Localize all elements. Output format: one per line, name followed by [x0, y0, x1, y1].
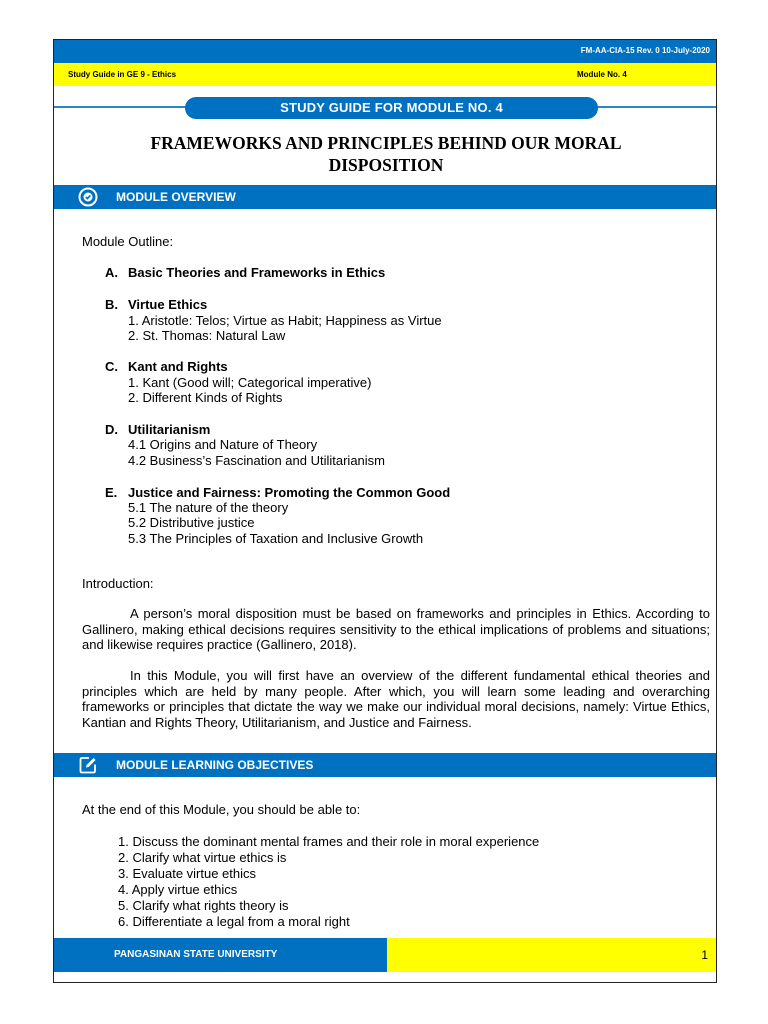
- outline-sub-e1: 5.1 The nature of the theory: [128, 500, 289, 515]
- module-title-line-1: FRAMEWORKS AND PRINCIPLES BEHIND OUR MORAL: [150, 133, 622, 153]
- learning-objectives-title: MODULE LEARNING OBJECTIVES: [116, 758, 314, 772]
- edit-icon: [78, 755, 98, 775]
- introduction-paragraph-2: In this Module, you will first have an overview of the different fundamental ethical theories and principles which are held by many people. After which, you will learn some leading and overarching frameworks or principles that dictate the way we make our individual moral decisions, namely: Virtue Ethics, Kantian and Rights Theory, Utilitarianism, and Justice and Fairness.: [82, 668, 710, 730]
- study-guide-title: STUDY GUIDE FOR MODULE NO. 4: [185, 97, 598, 119]
- module-title: [94, 132, 678, 176]
- objective-item: 6. Differentiate a legal from a moral right: [118, 914, 350, 929]
- outline-sub-d1: 4.1 Origins and Nature of Theory: [128, 437, 318, 452]
- footer-page-block: [387, 938, 717, 972]
- outline-sub-c1: 1. Kant (Good will; Categorical imperative): [128, 375, 372, 390]
- module-title-line-2: DISPOSITION: [328, 155, 444, 175]
- outline-title-c: Kant and Rights: [128, 359, 228, 374]
- introduction-paragraph-1: A person’s moral disposition must be based on frameworks and principles in Ethics. According to Gallinero, making ethical decisions requires sensitivity to the ethical implications of problems and situations; and likewise requires practice (Gallinero, 2018).: [82, 606, 710, 652]
- overview-icon: [78, 187, 98, 207]
- objective-item: 4. Apply virtue ethics: [118, 882, 238, 897]
- outline-sub-b1: 1. Aristotle: Telos; Virtue as Habit; Happiness as Virtue: [128, 313, 442, 328]
- module-overview-header: [54, 185, 716, 209]
- divider-right: [589, 106, 717, 108]
- learning-objectives-header: [54, 753, 716, 777]
- objectives-lead: At the end of this Module, you should be able to:: [82, 802, 361, 817]
- outline-sub-c2: 2. Different Kinds of Rights: [128, 390, 283, 405]
- outline-label: Module Outline:: [82, 234, 174, 249]
- footer-university-block: [54, 938, 387, 972]
- module-number: Module No. 4: [577, 70, 627, 79]
- outline-letter-c: C.: [105, 359, 118, 374]
- university-name: PANGASINAN STATE UNIVERSITY: [114, 949, 278, 960]
- outline-sub-e3: 5.3 The Principles of Taxation and Inclusive Growth: [128, 531, 424, 546]
- introduction-label: Introduction:: [82, 576, 154, 591]
- outline-sub-b2: 2. St. Thomas: Natural Law: [128, 328, 286, 343]
- outline-title-d: Utilitarianism: [128, 422, 211, 437]
- page-footer: [54, 938, 716, 972]
- outline-title-e: Justice and Fairness: Promoting the Common Good: [128, 485, 451, 500]
- course-name: Study Guide in GE 9 - Ethics: [68, 70, 177, 79]
- outline-letter-e: E.: [105, 485, 118, 500]
- objective-item: 1. Discuss the dominant mental frames and their role in moral experience: [118, 834, 540, 849]
- outline-sub-d2: 4.2 Business’s Fascination and Utilitarianism: [128, 453, 385, 468]
- document-reference: FM-AA-CIA-15 Rev. 0 10-July-2020: [580, 46, 710, 55]
- course-header-bar: [54, 63, 716, 86]
- divider-left: [54, 106, 194, 108]
- document-page: [53, 39, 717, 983]
- outline-title-a: Basic Theories and Frameworks in Ethics: [128, 265, 386, 280]
- outline-letter-b: B.: [105, 297, 118, 312]
- outline-letter-a: A.: [105, 265, 118, 280]
- objective-item: 3. Evaluate virtue ethics: [118, 866, 257, 881]
- objective-item: 2. Clarify what virtue ethics is: [118, 850, 287, 865]
- page-number: 1: [701, 948, 708, 962]
- objective-item: 5. Clarify what rights theory is: [118, 898, 289, 913]
- module-overview-title: MODULE OVERVIEW: [116, 190, 236, 204]
- outline-sub-e2: 5.2 Distributive justice: [128, 515, 255, 530]
- outline-title-b: Virtue Ethics: [128, 297, 208, 312]
- top-header-bar: [54, 40, 716, 63]
- outline-letter-d: D.: [105, 422, 118, 437]
